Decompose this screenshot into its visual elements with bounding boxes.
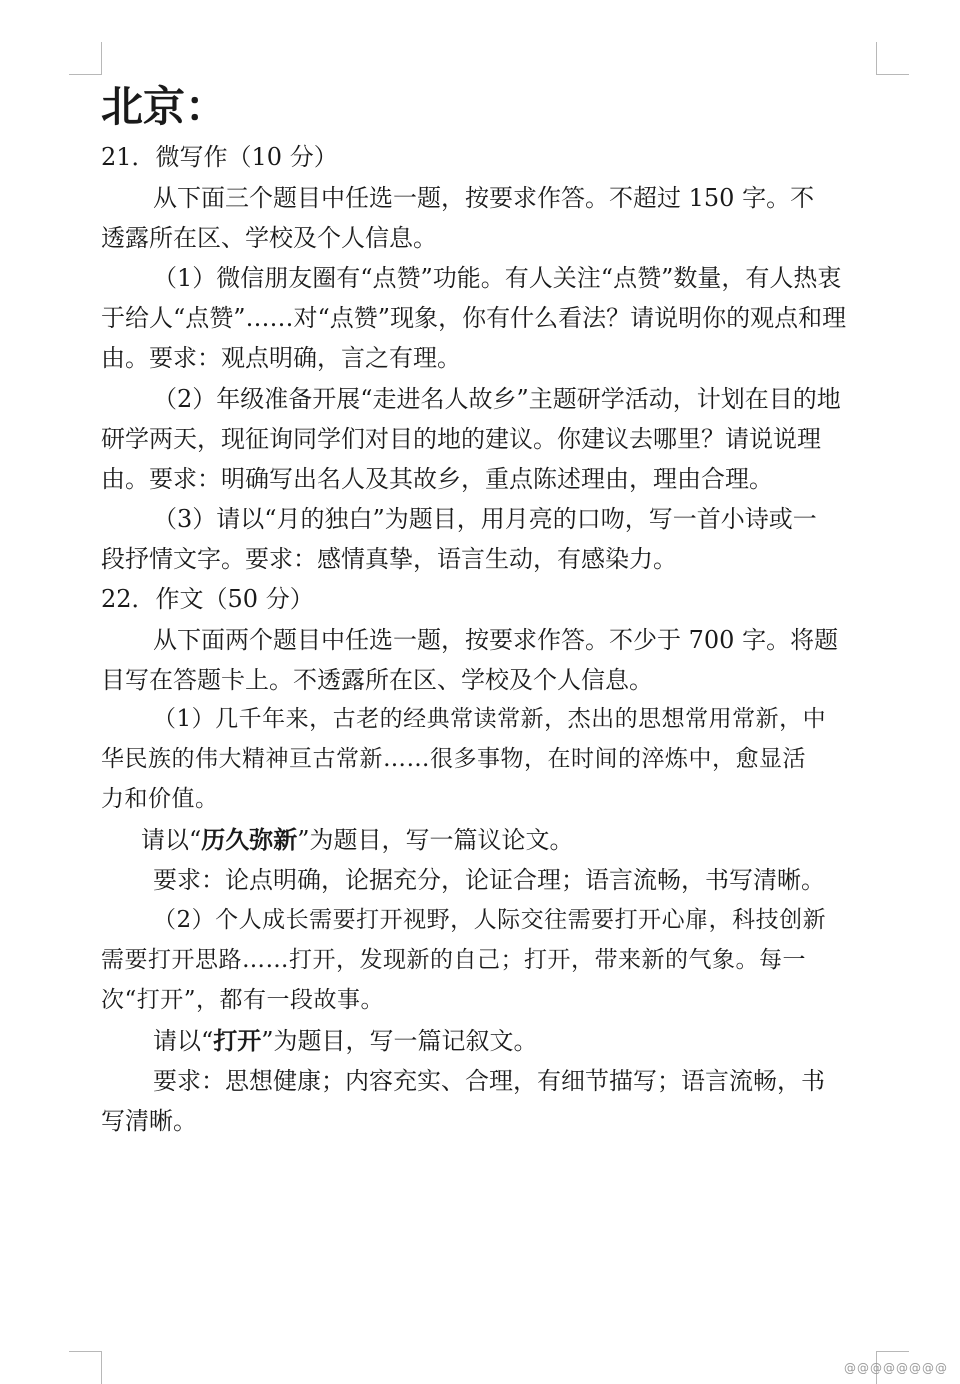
q21-option-2-line-3: 由。要求：明确写出名人及其故乡，重点陈述理由，理由合理。: [101, 465, 773, 493]
q22-option-2-task-prefix: 请以“: [153, 1027, 214, 1055]
page-corner-mark-bottom-left: [69, 1351, 102, 1384]
q22-option-2-task-suffix: ”为题目，写一篇记叙文。: [261, 1027, 538, 1055]
q22-option-2-line-1: （2）个人成长需要打开视野，人际交往需要打开心扉，科技创新: [153, 907, 827, 933]
q22-option-2-essay-title: 打开: [213, 1026, 262, 1055]
q21-intro-line-2: 透露所在区、学校及个人信息。: [101, 224, 437, 252]
q22-option-1-line-1: （1）几千年来，古老的经典常读常新，杰出的思想常用常新，中: [153, 706, 827, 732]
q22-intro-line-2: 目写在答题卡上。不透露所在区、学校及个人信息。: [101, 666, 653, 694]
watermark: @@@@@@@@: [844, 1361, 948, 1375]
q22-option-1-task: [141, 824, 574, 856]
page-corner-mark-top-left: [69, 42, 102, 75]
q22-option-1-task-prefix: 请以“: [141, 826, 202, 854]
q22-option-1-line-3: 力和价值。: [101, 786, 219, 812]
q22-option-2-task: [153, 1025, 538, 1057]
q21-option-1-line-3: 由。要求：观点明确，言之有理。: [101, 344, 461, 372]
q21-option-2-line-1: （2）年级准备开展“走进名人故乡”主题研学活动，计划在目的地: [153, 385, 841, 413]
q21-option-3-line-2: 段抒情文字。要求：感情真挚，语言生动，有感染力。: [101, 545, 677, 573]
q21-intro-line-1: 从下面三个题目中任选一题，按要求作答。不超过 150 字。不: [153, 184, 815, 212]
q22-option-2-line-3: 次“打开”，都有一段故事。: [101, 987, 385, 1013]
q22-option-1-requirements: 要求：论点明确，论据充分，论证合理；语言流畅，书写清晰。: [153, 866, 825, 894]
q21-heading: 21．微写作（10 分）: [101, 143, 338, 171]
q21-option-1-line-2: 于给人“点赞”……对“点赞”现象，你有什么看法？请说明你的观点和理: [101, 304, 847, 332]
q22-option-2-line-2: 需要打开思路……打开，发现新的自己；打开，带来新的气象。每一: [101, 947, 806, 973]
q22-option-1-task-suffix: ”为题目，写一篇议论文。: [297, 826, 574, 854]
q22-heading: 22．作文（50 分）: [101, 585, 314, 613]
page-title: 北京：: [101, 82, 228, 131]
q22-intro-line-1: 从下面两个题目中任选一题，按要求作答。不少于 700 字。将题: [153, 626, 839, 654]
page-corner-mark-top-right: [876, 42, 909, 75]
q22-option-2-requirements-line-1: 要求：思想健康；内容充实、合理，有细节描写；语言流畅，书: [153, 1067, 825, 1095]
q22-option-1-line-2: 华民族的伟大精神亘古常新……很多事物，在时间的淬炼中，愈显活: [101, 746, 806, 772]
q21-option-1-line-1: （1）微信朋友圈有“点赞”功能。有人关注“点赞”数量，有人热衷: [153, 264, 842, 292]
q22-option-2-requirements-line-2: 写清晰。: [101, 1107, 197, 1135]
q22-option-1-essay-title: 历久弥新: [201, 825, 298, 854]
q21-option-2-line-2: 研学两天，现征询同学们对目的地的建议。你建议去哪里？请说说理: [101, 425, 821, 453]
q21-option-3-line-1: （3）请以“月的独白”为题目，用月亮的口吻，写一首小诗或一: [153, 505, 817, 533]
